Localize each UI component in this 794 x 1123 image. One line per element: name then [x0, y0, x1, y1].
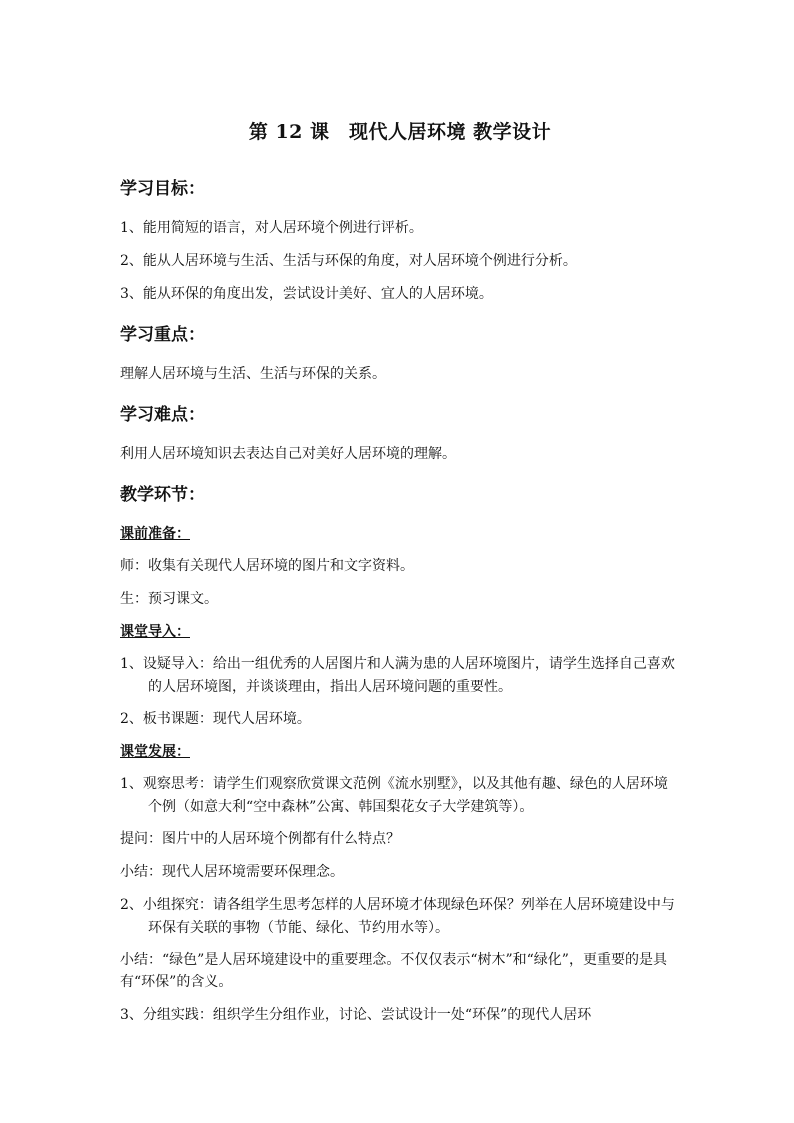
prep-student: 生：预习课文。 — [120, 591, 218, 607]
goal-item-2: 2、能从人居环境与生活、生活与环保的角度，对人居环境个例进行分析。 — [120, 253, 577, 269]
dev-question: 提问：图片中的人居环境个例都有什么特点？ — [120, 831, 400, 847]
goal-item-3: 3、能从环保的角度出发，尝试设计美好、宜人的人居环境。 — [120, 286, 493, 302]
difficulties-text: 利用人居环境知识去表达自己对美好人居环境的理解。 — [120, 446, 456, 462]
subheading-introduction: 课堂导入： — [120, 624, 190, 640]
heading-learning-goals: 学习目标： — [120, 179, 205, 199]
intro-item-2: 2、板书课题：现代人居环境。 — [120, 711, 311, 727]
heading-difficulties: 学习难点： — [120, 405, 205, 425]
subheading-preparation: 课前准备： — [120, 526, 190, 542]
key-points-text: 理解人居环境与生活、生活与环保的关系。 — [120, 366, 386, 382]
heading-teaching-steps: 教学环节： — [120, 485, 205, 505]
document-title: 第 12 课 现代人居环境 教学设计 — [248, 121, 552, 143]
intro-item-1: 1、设疑导入：给出一组优秀的人居图片和人满为患的人居环境图片，请学生选择自己喜欢的人居环境图，并谈谈理由，指出人居环境问题的重要性。 — [120, 656, 675, 695]
dev-item-2: 2、小组探究：请各组学生思考怎样的人居环境才体现绿色环保？列举在人居环境建设中与环保有关联的事物（节能、绿化、节约用水等）。 — [120, 897, 675, 936]
dev-item-3: 3、分组实践：组织学生分组作业，讨论、尝试设计一处“环保”的现代人居环 — [120, 1007, 592, 1023]
subheading-development: 课堂发展： — [120, 744, 190, 760]
dev-summary-1: 小结：现代人居环境需要环保理念。 — [120, 864, 344, 880]
document-content — [120, 117, 680, 1037]
dev-summary-2: 小结：“绿色”是人居环境建设中的重要理念。不仅仅表示“树木”和“绿化”，更重要的是具有“环保”的含义。 — [120, 952, 667, 990]
goal-item-1: 1、能用简短的语言，对人居环境个例进行评析。 — [120, 220, 423, 236]
prep-teacher: 师：收集有关现代人居环境的图片和文字资料。 — [120, 558, 414, 574]
dev-item-1: 1、观察思考：请学生们观察欣赏课文范例《流水别墅》，以及其他有趣、绿色的人居环境个例（如意大利“空中森林”公寓、韩国梨花女子大学建筑等）。 — [120, 776, 668, 815]
heading-key-points: 学习重点： — [120, 325, 205, 345]
